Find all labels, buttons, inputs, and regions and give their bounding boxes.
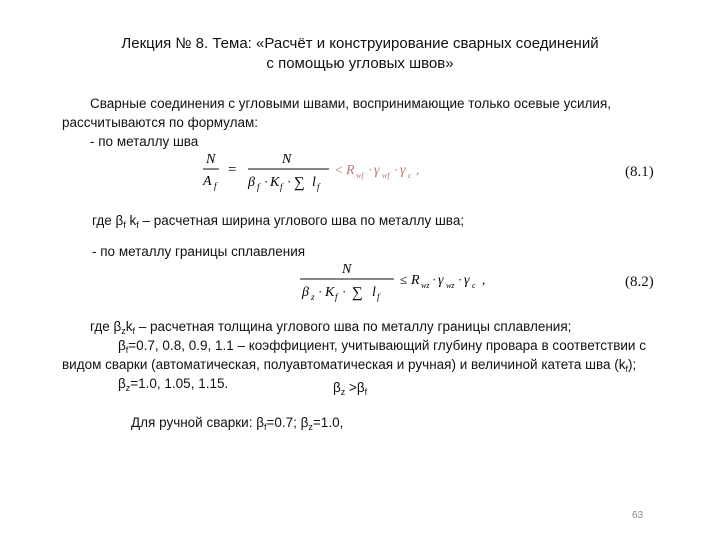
expl1-sub-2: f [136, 220, 139, 230]
f1-gamma-2: γ [400, 163, 406, 178]
coef-line-2-sub: f [625, 364, 629, 374]
expl2-prefix: где β [90, 319, 122, 334]
f1-sub-c: c [408, 171, 412, 180]
f2-sub-f-2: f [377, 292, 380, 302]
f1-equals: = [228, 162, 237, 178]
page-number: 63 [632, 510, 644, 521]
f1-R: R [346, 163, 355, 178]
f2-dot-3: · [432, 272, 437, 287]
f1-beta: β [248, 175, 255, 190]
f1-comma: , [416, 162, 420, 177]
item-weld-metal: - по металлу шва [90, 134, 199, 149]
expl2-rest: – расчетная толщина углового шва по металлу границы сплавления; [134, 319, 572, 334]
f2-numerator-N: N [342, 262, 352, 277]
f2-sub-z: z [311, 292, 315, 302]
expl1-prefix: где β [92, 213, 124, 228]
expl2-sub-1: z [121, 326, 126, 336]
expl1-rest: – расчетная ширина углового шва по металлу шва; [138, 213, 465, 228]
coef-line-2-a: видом сварки (автоматическая, полуавтоматическая и ручная) и величиной катета шва (k [62, 357, 626, 372]
title-line-1: Лекция № 8. Тема: «Расчёт и конструирование сварных соединений [121, 35, 599, 52]
f1-K: K [270, 175, 280, 190]
expl2-mid: k [125, 319, 133, 334]
f1-sub-f-3: f [280, 182, 283, 192]
betaz-sub: z [125, 383, 131, 393]
f2-R: R [411, 273, 420, 288]
formula-8-2 [298, 256, 518, 313]
f1-numerator-N: N [206, 152, 216, 167]
f1-sub-f-4: f [317, 182, 320, 192]
expl2-sub-2: f [132, 326, 135, 336]
beta-comparison [333, 379, 367, 401]
item-fusion-boundary: - по металлу границы сплавления [92, 244, 306, 259]
f1-sub-f-1: f [214, 181, 217, 191]
f1-l: l [312, 175, 316, 190]
coef-beta: β [118, 338, 126, 353]
formula-8-1-number: (8.1) [625, 164, 654, 180]
explanation-width [92, 212, 464, 234]
f1-sub-f-2: f [257, 182, 260, 192]
f2-le: ≤ [400, 272, 408, 287]
compare-sub-f: f [364, 387, 368, 397]
title-line-2: с помощью угловых швов» [266, 55, 454, 72]
coef-line-1-rest: =0.7, 0.8, 0.9, 1.1 – коэффициент, учитывающий глубину провара в соответствии с [128, 338, 646, 353]
f2-gamma-2: γ [464, 273, 470, 288]
intro-line-1: Сварные соединения с угловыми швами, воспринимающие только осевые усилия, [90, 96, 612, 111]
f2-dot-2: · [342, 284, 347, 299]
f1-dot-4: · [394, 162, 399, 177]
manual-mid: =0.7; β [266, 415, 309, 430]
formula-8-2-graphic [298, 256, 518, 308]
manual-sub-z: z [308, 422, 313, 432]
f1-gamma-1: γ [374, 163, 380, 178]
f2-l: l [372, 285, 376, 300]
f2-dot-4: · [458, 272, 463, 287]
f2-sub-wz-2: wz [446, 281, 455, 290]
compare-sub-z: z [340, 387, 346, 397]
f1-dot-3: · [368, 162, 373, 177]
f2-gamma-1: γ [438, 273, 444, 288]
f2-comma: , [482, 272, 486, 287]
f1-sum: ∑ [294, 175, 305, 191]
f1-dot-2: · [287, 174, 292, 189]
f1-sub-wf-2: wf [382, 171, 390, 180]
formula-8-1-graphic [196, 146, 456, 198]
f1-numerator-N-2: N [282, 152, 292, 167]
f1-less-than: < [335, 162, 343, 177]
f2-dot-1: · [318, 284, 323, 299]
betaz-values [118, 375, 228, 397]
f2-sub-wz-1: wz [421, 281, 430, 290]
f2-sub-c: c [472, 281, 476, 290]
f1-denominator-A: A [203, 174, 212, 189]
slide-title [60, 34, 660, 74]
compare-beta: β [333, 380, 341, 395]
formula-8-1 [196, 146, 456, 203]
formula-8-2-number: (8.2) [625, 274, 654, 290]
manual-sub-f: f [263, 422, 267, 432]
coef-line-2-b: ); [628, 357, 637, 372]
f1-sub-wf-1: wf [356, 171, 364, 180]
compare-gt: >β [345, 380, 365, 395]
manual-rest: =1.0, [312, 415, 344, 430]
f2-sub-f-1: f [335, 292, 338, 302]
coef-sub-f: f [125, 345, 129, 355]
betaz-rest: =1.0, 1.05, 1.15. [130, 376, 229, 391]
manual-welding [131, 414, 343, 436]
f2-beta: β [302, 285, 309, 300]
intro-line-2: рассчитываются по формулам: [62, 115, 259, 130]
manual-prefix: Для ручной сварки: β [131, 415, 264, 430]
f2-K: K [325, 285, 335, 300]
betaz-beta: β [118, 376, 126, 391]
expl1-sub-1: f [123, 220, 126, 230]
f2-sum: ∑ [352, 285, 363, 301]
f1-dot-1: · [264, 174, 269, 189]
expl1-mid: k [125, 213, 137, 228]
